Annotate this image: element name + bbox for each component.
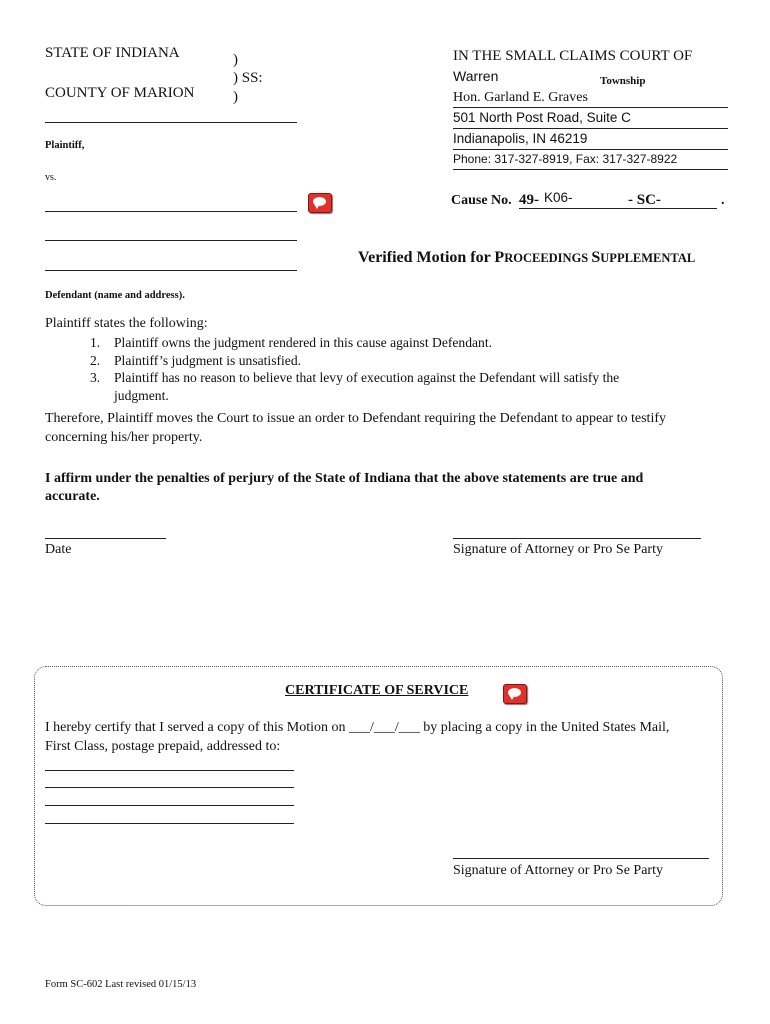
date-label: Date bbox=[45, 542, 72, 557]
state-label: STATE OF INDIANA bbox=[45, 45, 180, 61]
comment-icon[interactable] bbox=[503, 684, 527, 704]
caption-paren-3: ) bbox=[233, 89, 238, 105]
therefore-line1: Therefore, Plaintiff moves the Court to issue an order to Defendant requiring the Defendant to appear to testify bbox=[45, 411, 666, 426]
plaintiff-name-field[interactable] bbox=[45, 122, 297, 123]
township-label: Township bbox=[600, 75, 646, 87]
motion-title-start: Verified Motion for bbox=[358, 249, 495, 266]
plaintiff-label: Plaintiff, bbox=[45, 140, 85, 151]
motion-title-upplemental: UPPLEMENTAL bbox=[600, 251, 696, 265]
defendant-address-field-1[interactable] bbox=[45, 240, 297, 241]
cause-court-code[interactable]: K06- bbox=[544, 190, 573, 205]
address-field-2[interactable] bbox=[45, 787, 294, 788]
certificate-line2: First Class, postage prepaid, addressed to: bbox=[45, 739, 281, 754]
certificate-title: CERTIFICATE OF SERVICE bbox=[285, 683, 469, 698]
cause-sc: - SC- bbox=[628, 192, 661, 208]
judge-underline bbox=[453, 107, 728, 108]
address2-underline bbox=[453, 149, 728, 150]
cause-prefix: 49- bbox=[519, 192, 539, 208]
judge-name: Hon. Garland E. Graves bbox=[453, 90, 588, 105]
motion-title-p: P bbox=[494, 249, 505, 266]
defendant-name-field[interactable] bbox=[45, 211, 297, 212]
affirm-line2: accurate. bbox=[45, 489, 100, 504]
motion-title-s: S bbox=[591, 249, 601, 266]
caption-ss: ) SS: bbox=[233, 70, 263, 86]
court-phone: Phone: 317-327-8919, Fax: 317-327-8922 bbox=[453, 152, 678, 166]
phone-underline bbox=[453, 169, 728, 170]
date-field[interactable] bbox=[45, 538, 166, 539]
intro-text: Plaintiff states the following: bbox=[45, 316, 208, 331]
caption-paren-1: ) bbox=[233, 52, 238, 68]
form-id: Form SC-602 Last revised 01/15/13 bbox=[45, 979, 197, 990]
address-field-3[interactable] bbox=[45, 805, 294, 806]
comment-icon[interactable] bbox=[308, 193, 332, 213]
court-address-line2: Indianapolis, IN 46219 bbox=[453, 131, 588, 146]
address1-underline bbox=[453, 128, 728, 129]
signature-label: Signature of Attorney or Pro Se Party bbox=[453, 542, 663, 557]
township-value[interactable]: Warren bbox=[453, 68, 499, 84]
cause-underline[interactable] bbox=[519, 208, 717, 209]
county-label: COUNTY OF MARION bbox=[45, 85, 195, 101]
defendant-address-field-2[interactable] bbox=[45, 270, 297, 271]
defendant-label: Defendant (name and address). bbox=[45, 290, 185, 301]
list-item: 3. Plaintiff has no reason to believe that levy of execution against the Defendant will satisfy the bbox=[90, 370, 620, 385]
court-title: IN THE SMALL CLAIMS COURT OF bbox=[453, 48, 693, 64]
certificate-signature-field[interactable] bbox=[453, 858, 709, 859]
address-field-4[interactable] bbox=[45, 823, 294, 824]
therefore-line2: concerning his/her property. bbox=[45, 430, 203, 445]
list-item: 1. Plaintiff owns the judgment rendered in this cause against Defendant. bbox=[90, 335, 493, 350]
cause-period: . bbox=[721, 193, 725, 208]
affirm-line1: I affirm under the penalties of perjury of the State of Indiana that the above statements are true and bbox=[45, 471, 644, 486]
statement-list bbox=[90, 334, 619, 404]
certificate-line1: I hereby certify that I served a copy of this Motion on ___/___/___ by placing a copy in the United States Mail, bbox=[45, 720, 670, 735]
court-address-line1: 501 North Post Road, Suite C bbox=[453, 110, 631, 125]
list-item-continuation: judgment. bbox=[114, 387, 169, 403]
cause-label: Cause No. bbox=[451, 193, 512, 208]
address-field-1[interactable] bbox=[45, 770, 294, 771]
motion-title bbox=[358, 249, 695, 267]
motion-title-roceedings: ROCEEDINGS bbox=[504, 251, 592, 265]
certificate-signature-label: Signature of Attorney or Pro Se Party bbox=[453, 863, 663, 878]
vs-label: vs. bbox=[45, 172, 57, 183]
signature-field[interactable] bbox=[453, 538, 701, 539]
list-item: 2. Plaintiff’s judgment is unsatisfied. bbox=[90, 352, 302, 368]
